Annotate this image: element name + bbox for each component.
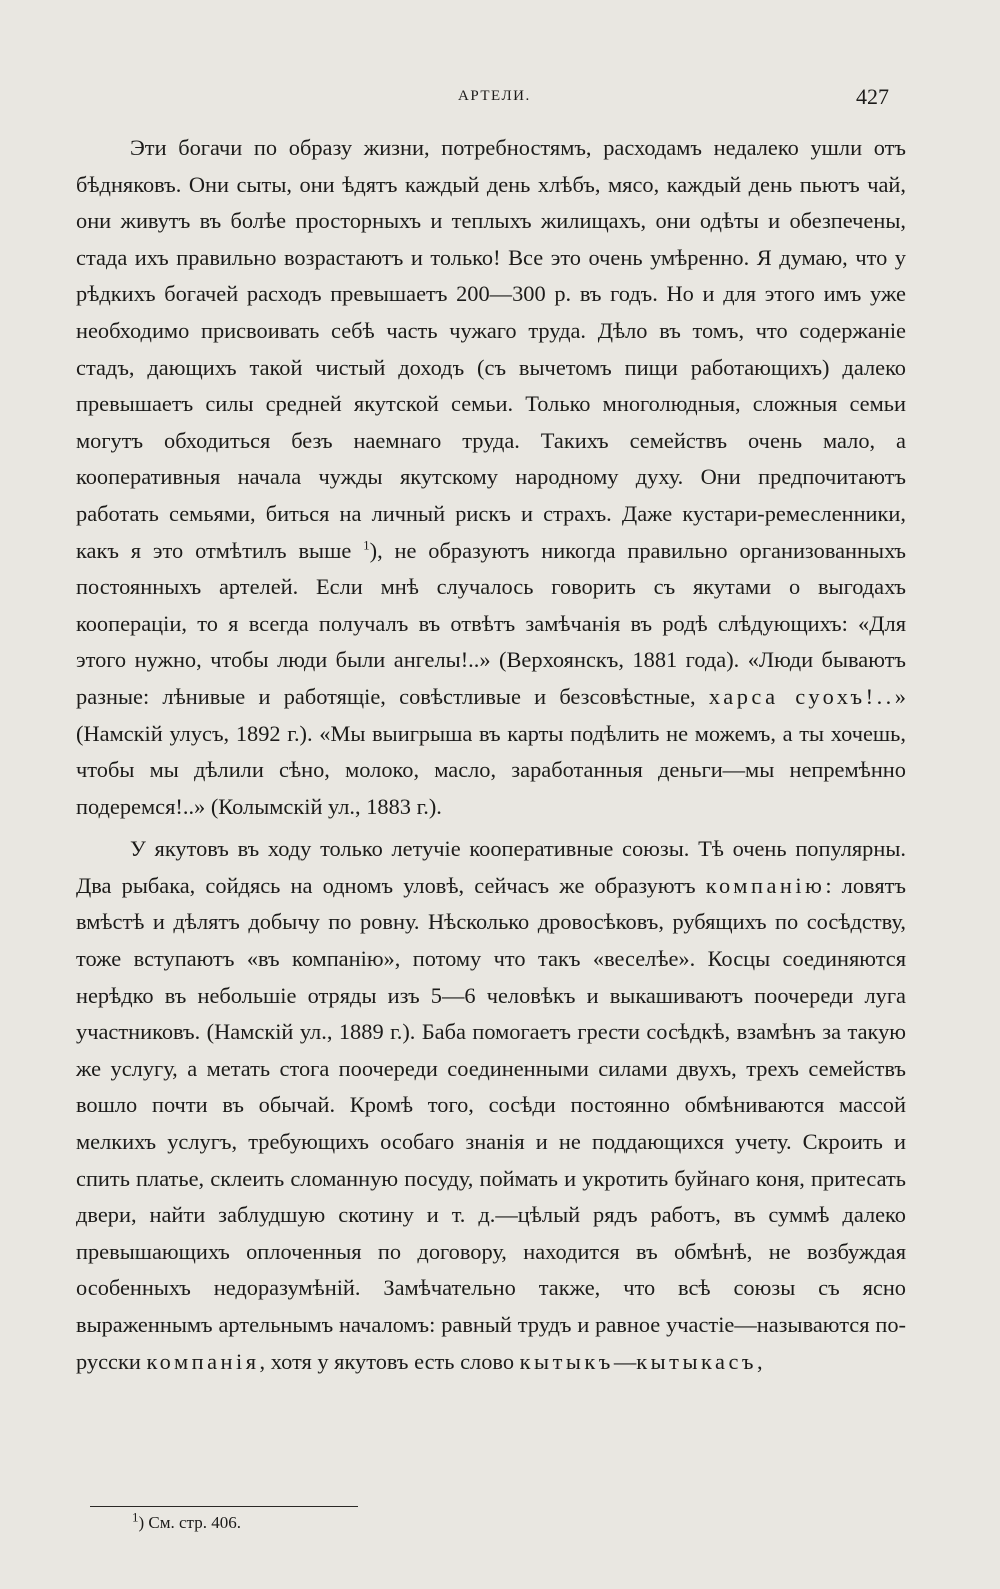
yakut-phrase: харса суохъ!.. — [708, 683, 895, 709]
paragraph-text: : ловятъ вмѣстѣ и дѣлятъ добычу по ровну. Нѣсколько дровосѣковъ, рубящихъ по сосѣдству, тоже вступаютъ «въ компанію», потому что такъ «веселѣе». Косцы соединяются нерѣдко въ небольшіе отряды изъ 5—6 человѣкъ и выкашиваютъ поочереди луга участниковъ. (Намскій ул., 1889 г.). Баба помогаетъ грести сосѣдкѣ, взамѣнъ за такую же услугу, а метать стога поочереди соединенными силами двухъ, трехъ семействъ вошло почти въ обычай. Кромѣ того, сосѣди постоянно обмѣниваются массой мелкихъ услугъ, требующихъ особаго знанія и не поддающихся учету. Скроить и спить платье, склеить сломанную посуду, поймать и укротить буйнаго коня, притесать двери, найти заблудшую скотину и т. д.—цѣлый рядъ работъ, въ суммѣ далеко превышающихъ оплоченныя по договору, находится въ обмѣнѣ, не возбуждая особенныхъ недоразумѣній. Замѣчательно также, что всѣ союзы съ ясно выраженнымъ артельнымъ началомъ: равный трудъ и равное участіе—называются по-русски — [76, 872, 906, 1374]
page-number: 427 — [856, 84, 889, 109]
running-title: АРТЕЛИ. — [458, 88, 531, 104]
paragraph-text: » (Намскій улусъ, 1892 г.). «Мы выигрыша въ карты подѣлить не можемъ, а ты хочешь, чтобы мы дѣлили сѣно, молоко, масло, заработанныя деньги—мы непремѣнно подеремся!..» (Колымскій ул., 1883 г.). — [76, 683, 906, 819]
paragraph-text: , хотя у якутовъ есть слово — [259, 1348, 520, 1374]
paragraph-text: У якутовъ въ ходу только летучіе кооперативные союзы. Тѣ очень популярны. Два рыбака, сойдясь на одномъ уловѣ, сейчасъ же образуютъ — [76, 836, 906, 898]
footnote — [132, 1509, 241, 1533]
emphasized-term: компанію — [705, 872, 826, 898]
paragraph-text: — — [613, 1348, 637, 1374]
emphasized-term: кытыкъ — [519, 1348, 614, 1374]
footnote-reference: 1 — [363, 537, 370, 553]
paragraph-text: ), не образуютъ никогда правильно организованныхъ постоянныхъ артелей. Если мнѣ случалось говорить съ якутами о выгодахъ коопераціи, то я всегда получалъ въ отвѣтъ замѣчанія въ родѣ слѣдующихъ: «Для этого нужно, чтобы люди были ангелы!..» (Верхоянскъ, 1881 года). «Люди бываютъ разные: лѣнивые и работящіе, совѣстливые и безсовѣстные, — [76, 537, 906, 709]
footnote-mark: 1 — [132, 1509, 139, 1525]
emphasized-term: кытыкасъ — [636, 1348, 757, 1374]
emphasized-term: компанія — [146, 1348, 260, 1374]
body-text — [76, 130, 906, 1380]
paragraph — [76, 130, 906, 825]
footnote-text: ) См. стр. 406. — [138, 1513, 241, 1532]
paragraph-text: , — [757, 1348, 763, 1374]
footnote-divider — [90, 1506, 358, 1507]
paragraph-text: Эти богачи по образу жизни, потребностямъ, расходамъ недалеко ушли отъ бѣдняковъ. Они сыты, они ѣдятъ каждый день хлѣбъ, мясо, каждый день пьютъ чай, они живутъ въ болѣе просторныхъ и теплыхъ жилищахъ, они одѣты и обезпечены, стада ихъ правильно возрастаютъ и только! Все это очень умѣренно. Я думаю, что у рѣдкихъ богачей расходъ превышаетъ 200—300 р. въ годъ. Но и для этого имъ уже необходимо присвоивать себѣ часть чужаго труда. Дѣло въ томъ, что содержаніе стадъ, дающихъ такой чистый доходъ (съ вычетомъ пищи работающихъ) далеко превышаетъ силы средней якутской семьи. Только многолюдныя, сложныя семьи могутъ обходиться безъ наемнаго труда. Такихъ семействъ очень мало, а кооперативныя начала чужды якутскому народному духу. Они предпочитаютъ работать семьями, биться на личный рискъ и страхъ. Даже кустари-ремесленники, какъ я это отмѣтилъ выше — [76, 135, 906, 563]
paragraph — [76, 831, 906, 1380]
